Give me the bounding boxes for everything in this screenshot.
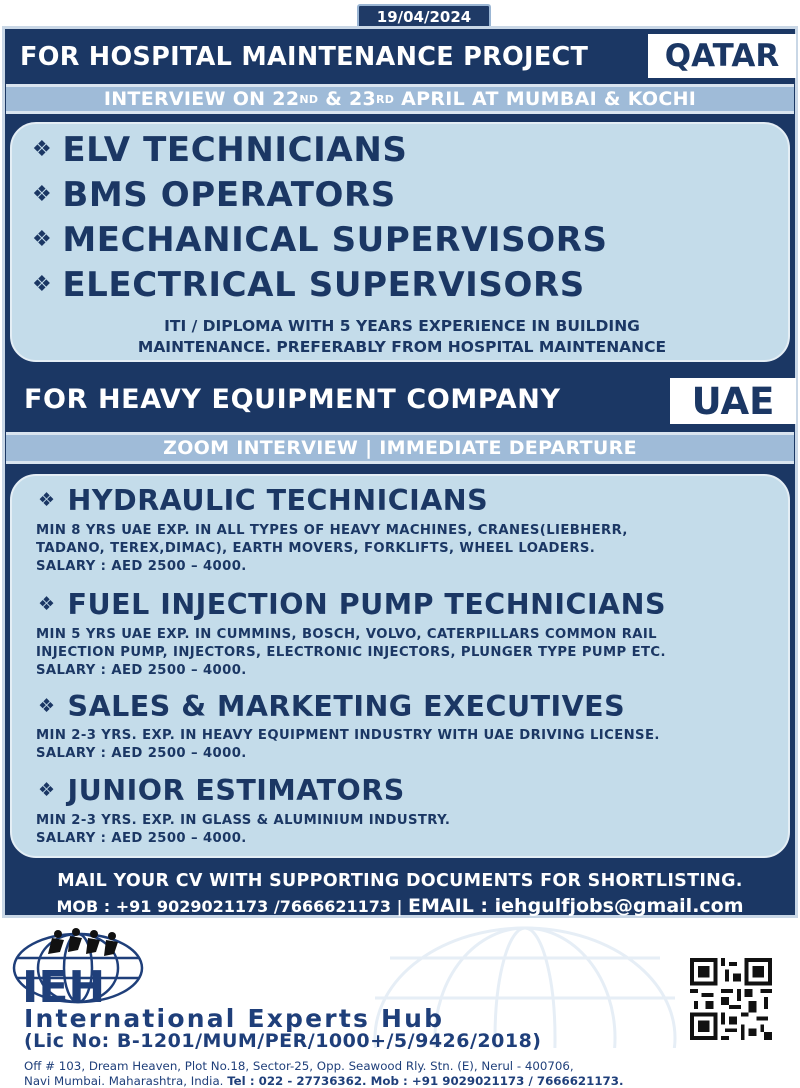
uae-job-title: SALES & MARKETING EXECUTIVES bbox=[67, 690, 626, 723]
qatar-job-title: ELV TECHNICIANS bbox=[62, 130, 408, 170]
qatar-section-title: FOR HOSPITAL MAINTENANCE PROJECT bbox=[20, 42, 589, 72]
licence-number: (Lic No: B-1201/MUM/PER/1000+/5/9426/2018) bbox=[24, 1030, 542, 1052]
qatar-job-title: BMS OPERATORS bbox=[62, 175, 396, 215]
uae-job-title-item bbox=[38, 690, 625, 723]
date-tab bbox=[357, 4, 491, 28]
uae-job-title-item bbox=[38, 484, 488, 517]
job-salary-line: SALARY : AED 2500 – 4000. bbox=[36, 663, 247, 678]
uae-jobs-panel bbox=[10, 474, 790, 858]
job-detail-line: MIN 8 YRS UAE EXP. IN ALL TYPES OF HEAVY MACHINES, CRANES(LIEBHERR, bbox=[36, 523, 628, 538]
diamond-bullet-icon: ❖ bbox=[38, 695, 56, 717]
job-salary-line: SALARY : AED 2500 – 4000. bbox=[36, 559, 247, 574]
uae-country-box: UAE bbox=[670, 378, 796, 424]
footer bbox=[0, 918, 800, 1088]
diamond-bullet-icon: ❖ bbox=[38, 593, 56, 615]
interview-text-post: APRIL AT MUMBAI & KOCHI bbox=[394, 88, 697, 110]
job-detail-line: MIN 2-3 YRS. EXP. IN GLASS & ALUMINIUM INDUSTRY. bbox=[36, 813, 451, 828]
job-detail-line: MIN 5 YRS UAE EXP. IN CUMMINS, BOSCH, VOLVO, CATERPILLARS COMMON RAIL bbox=[36, 627, 657, 642]
uae-job-title-item bbox=[38, 588, 666, 621]
qr-code-icon[interactable] bbox=[690, 958, 772, 1040]
contact-line bbox=[0, 895, 800, 917]
job-salary-line: SALARY : AED 2500 – 4000. bbox=[36, 831, 247, 846]
job-detail-line: MIN 2-3 YRS. EXP. IN HEAVY EQUIPMENT INDUSTRY WITH UAE DRIVING LICENSE. bbox=[36, 728, 660, 743]
interview-sup-nd: ND bbox=[299, 92, 319, 106]
qatar-jobs-panel bbox=[10, 122, 790, 362]
interview-sup-rd: RD bbox=[376, 92, 395, 106]
qatar-job-item bbox=[32, 175, 396, 215]
logo-text: IEH bbox=[22, 962, 106, 1006]
uae-job-title: HYDRAULIC TECHNICIANS bbox=[67, 484, 489, 517]
globe-runners-logo-icon bbox=[8, 922, 168, 1006]
diamond-bullet-icon: ❖ bbox=[38, 779, 56, 801]
uae-job-title: FUEL INJECTION PUMP TECHNICIANS bbox=[67, 588, 666, 621]
qatar-interview-band bbox=[6, 84, 794, 114]
address-city: Navi Mumbai. Maharashtra, India. bbox=[24, 1074, 228, 1088]
diamond-bullet-icon: ❖ bbox=[32, 137, 53, 162]
qatar-job-item bbox=[32, 265, 585, 305]
mail-cv-instruction: MAIL YOUR CV WITH SUPPORTING DOCUMENTS FOR SHORTLISTING. bbox=[57, 871, 743, 891]
uae-section-title: FOR HEAVY EQUIPMENT COMPANY bbox=[24, 384, 561, 415]
qualification-line: MAINTENANCE. PREFERABLY FROM HOSPITAL MAINTENANCE bbox=[137, 338, 667, 356]
diamond-bullet-icon: ❖ bbox=[32, 182, 53, 207]
uae-interview-band: ZOOM INTERVIEW | IMMEDIATE DEPARTURE bbox=[6, 432, 794, 464]
job-salary-line: SALARY : AED 2500 – 4000. bbox=[36, 746, 247, 761]
uae-job-title-item bbox=[38, 774, 405, 807]
qatar-job-item bbox=[32, 130, 407, 170]
company-name: International Experts Hub bbox=[24, 1004, 445, 1033]
qatar-job-title: ELECTRICAL SUPERVISORS bbox=[62, 265, 585, 305]
qatar-country-box: QATAR bbox=[648, 34, 796, 78]
email-label: EMAIL : bbox=[408, 895, 495, 917]
qualification-line: ITI / DIPLOMA WITH 5 YEARS EXPERIENCE IN BUILDING bbox=[164, 317, 640, 335]
address-line bbox=[24, 1074, 623, 1088]
diamond-bullet-icon: ❖ bbox=[38, 489, 56, 511]
interview-text-pre: INTERVIEW ON 22 bbox=[103, 88, 300, 110]
date-label: 19/04/2024 bbox=[376, 8, 472, 26]
job-detail-line: TADANO, TEREX,DIMAC), EARTH MOVERS, FORKLIFTS, WHEEL LOADERS. bbox=[36, 541, 596, 556]
qatar-job-title: MECHANICAL SUPERVISORS bbox=[62, 220, 608, 260]
job-detail-line: INJECTION PUMP, INJECTORS, ELECTRONIC INJECTORS, PLUNGER TYPE PUMP ETC. bbox=[36, 645, 666, 660]
qatar-job-item bbox=[32, 220, 608, 260]
interview-text-mid: & 23 bbox=[318, 88, 377, 110]
diamond-bullet-icon: ❖ bbox=[32, 227, 53, 252]
address-line: Off # 103, Dream Heaven, Plot No.18, Sector-25, Opp. Seawood Rly. Stn. (E), Nerul - 400706, bbox=[24, 1059, 574, 1073]
email-link[interactable]: iehgulfjobs@gmail.com bbox=[494, 895, 744, 917]
diamond-bullet-icon: ❖ bbox=[32, 272, 53, 297]
mobile-numbers: MOB : +91 9029021173 /7666621173 | bbox=[56, 897, 409, 916]
footer-phone-numbers: Tel : 022 - 27736362. Mob : +91 9029021173 / 7666621173. bbox=[227, 1074, 624, 1088]
uae-job-title: JUNIOR ESTIMATORS bbox=[67, 774, 405, 807]
